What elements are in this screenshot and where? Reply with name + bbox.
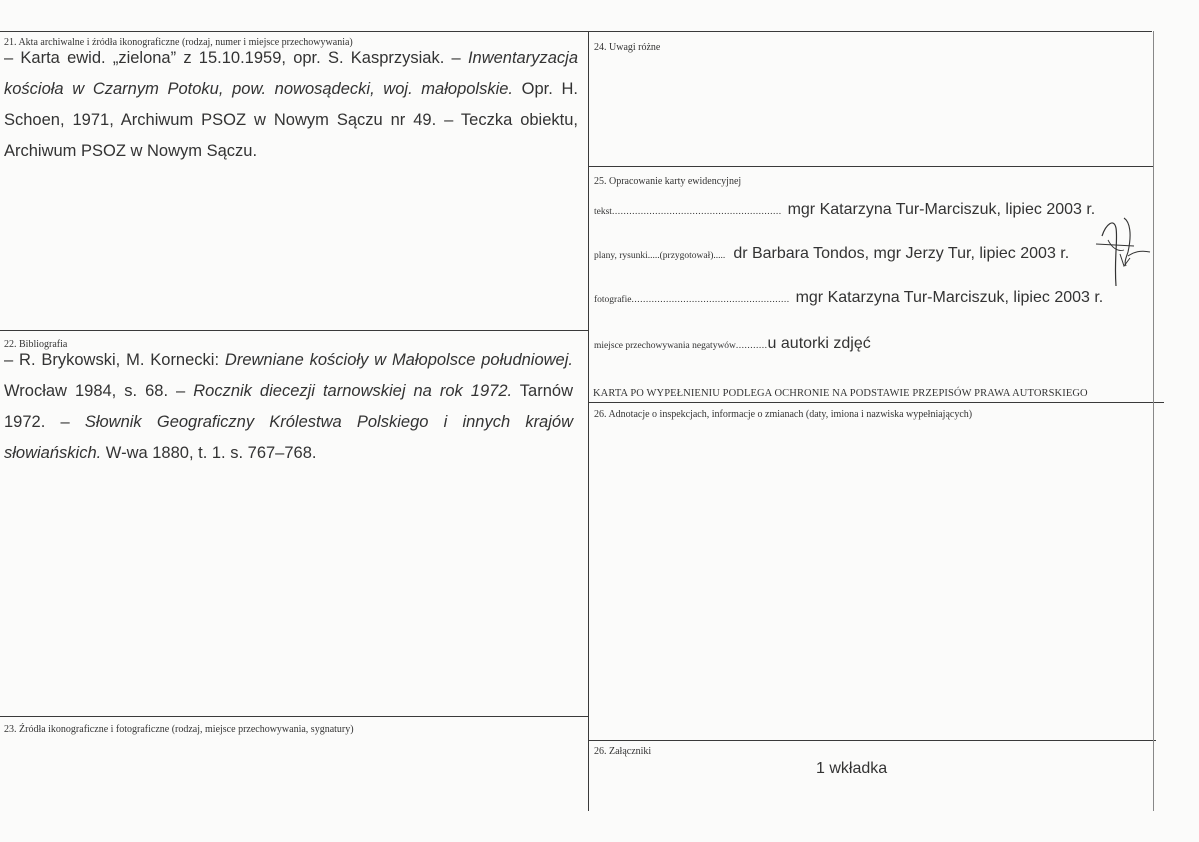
s22-title-2: Rocznik diecezji tarnowskiej na rok 1972. bbox=[193, 382, 513, 400]
s22-title-1: Drewniane kościoły w Małopolsce południowej. bbox=[224, 351, 573, 369]
s25-row-photos bbox=[594, 289, 1103, 307]
s25-row-value: u autorki zdjęć bbox=[767, 335, 871, 352]
s22-text-part5: Tarnów 1972. – bbox=[4, 382, 573, 431]
s25-row-dots: ........................................................... bbox=[611, 207, 782, 217]
s25-row-text bbox=[594, 201, 1095, 219]
section-21-text bbox=[4, 43, 578, 167]
divider-24-25 bbox=[588, 166, 1154, 167]
s21-text-italic: Inwentaryzacja kościoła w Czarnym Potoku, pow. nowosądecki, woj. małopolskie. bbox=[4, 49, 578, 98]
s25-row-value: mgr Katarzyna Tur-Marciszuk, lipiec 2003 r. bbox=[795, 289, 1104, 306]
section-23-label: 23. Źródła ikonograficzne i fotograficzne (rodzaj, miejsce przechowywania, sygnatury) bbox=[4, 724, 354, 735]
copyright-notice: KARTA PO WYPEŁNIENIU PODLEGA OCHRONIE NA PODSTAWIE PRZEPISÓW PRAWA AUTORSKIEGO bbox=[593, 388, 1088, 399]
s25-row-label: plany, rysunki.....(przygotował)..... bbox=[594, 251, 726, 261]
divider-25-26 bbox=[588, 402, 1164, 403]
s25-row-negatives bbox=[594, 335, 871, 353]
s22-text-part1: – R. Brykowski, M. Kornecki: bbox=[4, 351, 225, 369]
divider-22-23 bbox=[0, 716, 588, 717]
section-24-label: 24. Uwagi różne bbox=[594, 42, 661, 53]
s21-text-part1: – Karta ewid. „zielona” z 15.10.1959, opr. S. Kasprzysiak. – bbox=[4, 49, 468, 67]
column-divider bbox=[588, 31, 589, 811]
attachments-value: 1 wkładka bbox=[816, 760, 888, 777]
right-edge bbox=[1153, 31, 1154, 811]
s25-row-dots: ........... bbox=[735, 341, 768, 351]
s22-text-part3: Wrocław 1984, s. 68. – bbox=[4, 382, 194, 400]
divider-26a-26b bbox=[588, 740, 1156, 741]
s25-row-value: mgr Katarzyna Tur-Marciszuk, lipiec 2003 r. bbox=[787, 201, 1096, 218]
divider-21-22 bbox=[0, 330, 588, 331]
s25-row-plans bbox=[594, 245, 1069, 263]
top-border bbox=[0, 31, 1152, 32]
s22-title-3: Słownik Geograficzny Królestwa Polskiego i innych krajów słowiańskich. bbox=[4, 413, 573, 462]
section-26-annotations-label: 26. Adnotacje o inspekcjach, informacje o zmianach (daty, imiona i nazwiska wypełniających) bbox=[594, 409, 973, 420]
s25-row-label: miejsce przechowywania negatywów bbox=[594, 341, 736, 351]
section-22-text bbox=[4, 345, 573, 469]
section-25-label: 25. Opracowanie karty ewidencyjnej bbox=[594, 176, 742, 187]
section-26-attachments-label: 26. Załączniki bbox=[594, 746, 652, 757]
handwritten-signature-icon bbox=[1094, 214, 1154, 286]
s25-row-dots: ....................................................... bbox=[631, 295, 790, 305]
s25-row-value: dr Barbara Tondos, mgr Jerzy Tur, lipiec 2003 r. bbox=[733, 245, 1070, 262]
s25-row-label: fotografie bbox=[594, 295, 632, 305]
section-22-label: 22. Bibliografia bbox=[4, 339, 68, 350]
s21-text-part3: Opr. H. Schoen, 1971, Archiwum PSOZ w Nowym Sączu nr 49. – Teczka obiektu, Archiwum PSOZ w Nowym Sączu. bbox=[4, 80, 578, 160]
section-21-label: 21. Akta archiwalne i źródła ikonograficzne (rodzaj, numer i miejsce przechowywania) bbox=[4, 37, 353, 48]
s25-row-label: tekst bbox=[594, 207, 612, 217]
s22-text-part7: W-wa 1880, t. 1. s. 767–768. bbox=[101, 444, 317, 462]
